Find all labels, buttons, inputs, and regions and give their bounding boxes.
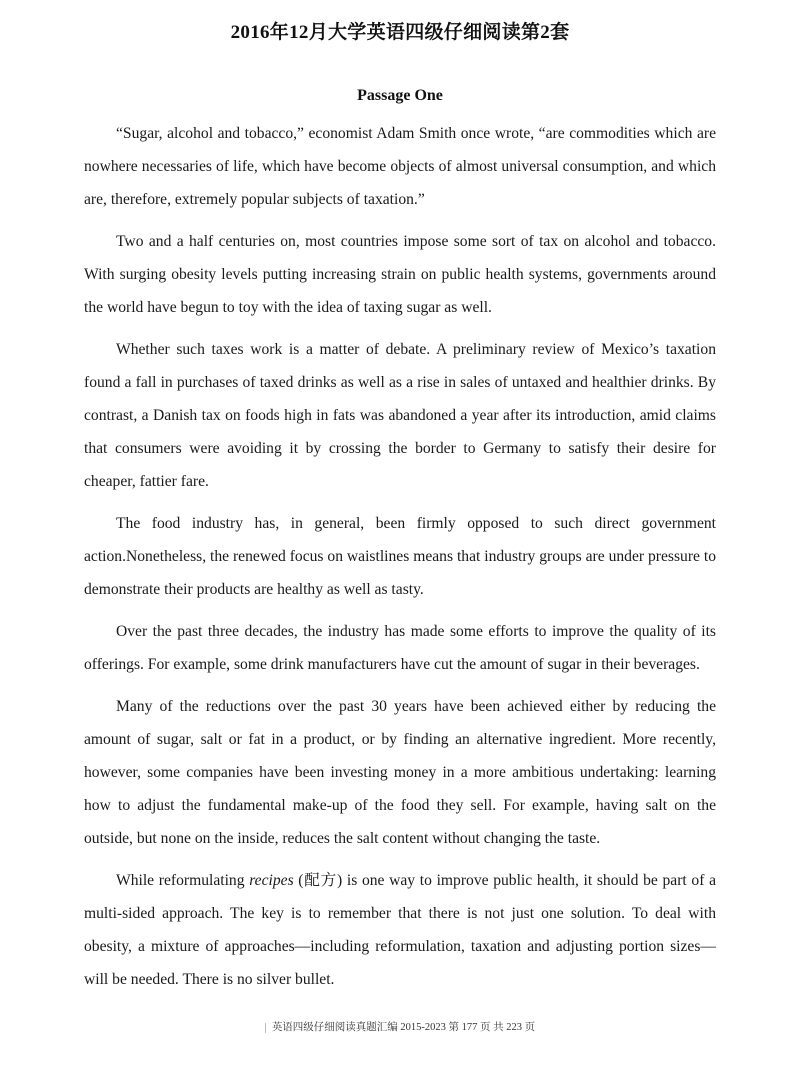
passage-body: [84, 117, 716, 1005]
italic-term-recipes: recipes: [249, 872, 294, 889]
paragraph-6: Many of the reductions over the past 30 years have been achieved either by reducing the amount of sugar, salt or fat in a product, or by finding an alternative ingredient. More recently, however, some companies have been investing money in a more ambitious undertaking: learning how to adjust the fundamental make-up of the food they sell. For example, having salt on the outside, but none on the inside, reduces the salt content without changing the taste.: [84, 698, 716, 847]
paragraph-1: “Sugar, alcohol and tobacco,” economist Adam Smith once wrote, “are commodities which are nowhere necessaries of life, which have become objects of almost universal consumption, and which are, therefore, extremely popular subjects of taxation.”: [84, 125, 716, 208]
footer-divider: [265, 1023, 266, 1033]
paragraph-7-rest: (配方) is one way to improve public health, it should be part of a multi-sided approach. The key is to remember that there is not just one solution. To deal with obesity, a mixture of approaches—including reformulation, taxation and adjusting portion sizes—will be needed. There is no silver bullet.: [84, 872, 716, 988]
page-footer: [0, 1021, 800, 1035]
document-title: 2016年12月大学英语四级仔细阅读第2套: [230, 22, 570, 43]
paragraph-4: The food industry has, in general, been firmly opposed to such direct government action.Nonetheless, the renewed focus on waistlines means that industry groups are under pressure to demonstrate their products are healthy as well as tasty.: [84, 515, 716, 598]
paragraph-7: [84, 864, 716, 996]
paragraph-2: Two and a half centuries on, most countries impose some sort of tax on alcohol and tobacco. With surging obesity levels putting increasing strain on public health systems, governments around the world have begun to toy with the idea of taxing sugar as well.: [84, 233, 716, 316]
paragraph-5: Over the past three decades, the industry has made some efforts to improve the quality of its offerings. For example, some drink manufacturers have cut the amount of sugar in their beverages.: [84, 623, 716, 673]
footer-page-info: 英语四级仔细阅读真题汇编 2015-2023 第 177 页 共 223 页: [271, 1022, 536, 1033]
paragraph-7-lead: While reformulating: [116, 872, 250, 889]
paragraph-3: Whether such taxes work is a matter of debate. A preliminary review of Mexico’s taxation found a fall in purchases of taxed drinks as well as a rise in sales of untaxed and healthier drinks. By contrast, a Danish tax on foods high in fats was abandoned a year after its introduction, amid claims that consumers were avoiding it by crossing the border to Germany to satisfy their desire for cheaper, fattier fare.: [84, 341, 716, 490]
passage-title: Passage One: [357, 87, 443, 104]
